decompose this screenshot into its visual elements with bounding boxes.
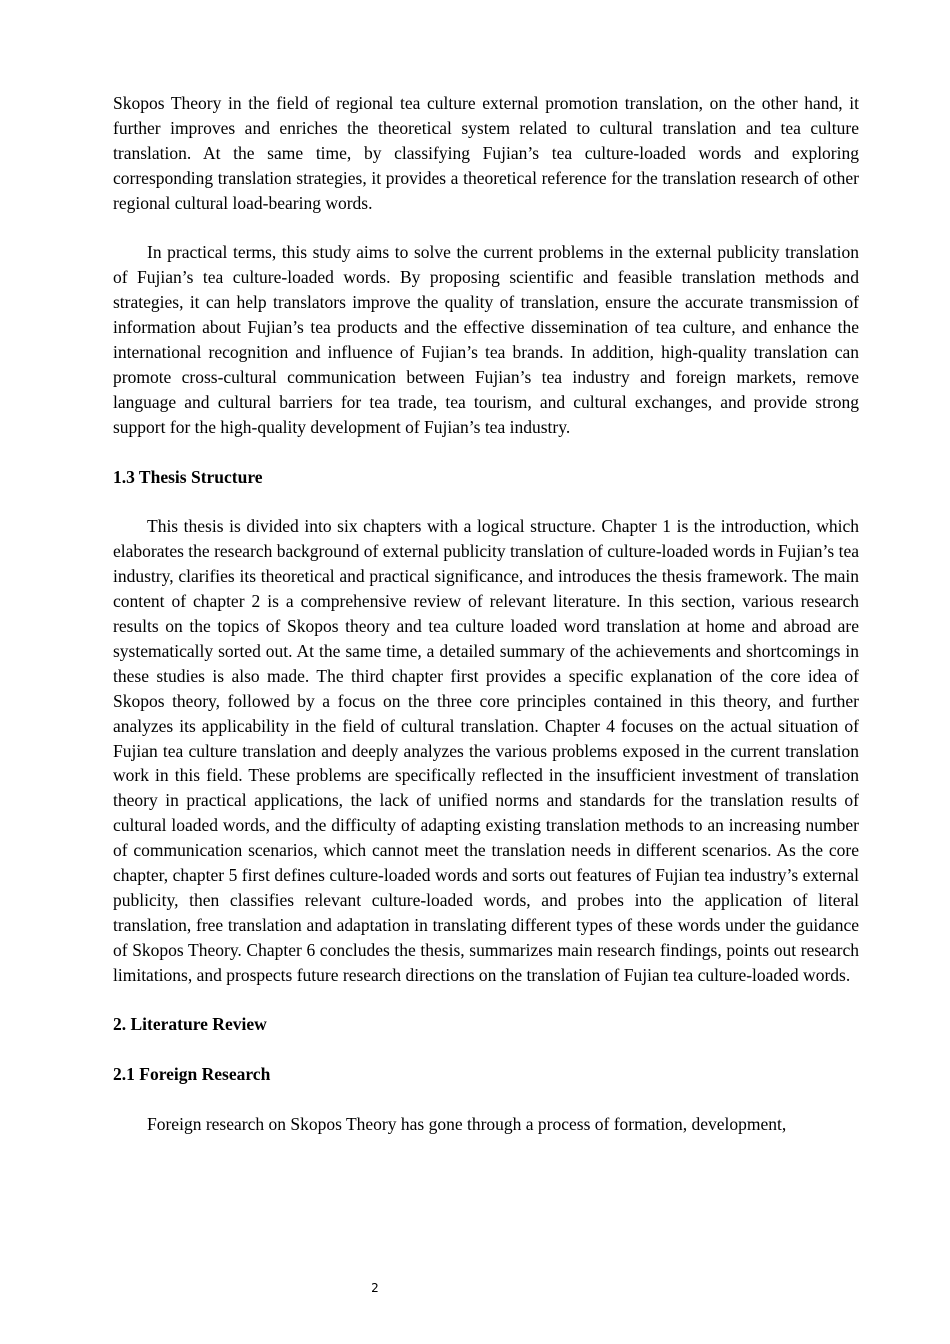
section-heading-literature-review: 2. Literature Review xyxy=(113,1014,267,1035)
page-number: 2 xyxy=(371,1281,379,1295)
document-page xyxy=(113,91,859,1137)
body-paragraph: In practical terms, this study aims to solve the current problems in the external publicity translation of Fujian’s tea culture-loaded words. By proposing scientific and feasible translation methods and strategies, it can help translators improve the quality of translation, ensure the accurate transmission of information about Fujian’s tea products and the effective dissemination of tea culture, and enhance the international recognition and influence of Fujian’s tea brands. In addition, high-quality translation can promote cross-cultural communication between Fujian’s tea industry and foreign markets, remove language and cultural barriers for tea trade, tea tourism, and cultural exchanges, and provide strong support for the high-quality development of Fujian’s tea industry. xyxy=(113,242,859,437)
body-paragraph: This thesis is divided into six chapters with a logical structure. Chapter 1 is the introduction, which elaborates the research background of external publicity translation of culture-loaded words in Fujian’s tea industry, clarifies its theoretical and practical significance, and introduces the thesis framework. The main content of chapter 2 is a comprehensive review of relevant literature. In this section, various research results on the topics of Skopos theory and tea culture loaded word translation at home and abroad are systematically sorted out. At the same time, a detailed summary of the achievements and shortcomings in these studies is also made. The third chapter first provides a specific explanation of the core idea of Skopos theory, followed by a focus on the three core principles contained in this theory, and further analyzes its applicability in the field of cultural translation. Chapter 4 focuses on the actual situation of Fujian tea culture translation and deeply analyzes the various problems exposed in the current translation work in this field. These problems are specifically reflected in the insufficient investment of translation theory in practical applications, the lack of unified norms and standards for the translation results of cultural loaded words, and the difficulty of adapting existing translation methods to an increasing number of communication scenarios, which cannot meet the translation needs in different scenarios. As the core chapter, chapter 5 first defines culture-loaded words and sorts out features of Fujian tea industry’s external publicity, then classifies relevant culture-loaded words, and probes into the application of literal translation, free translation and adaptation in translating different types of these words under the guidance of Skopos Theory. Chapter 6 concludes the thesis, summarizes main research findings, points out research limitations, and prospects future research directions on the translation of Fujian tea culture-loaded words. xyxy=(113,516,859,985)
body-paragraph: Skopos Theory in the field of regional tea culture external promotion translation, on the other hand, it further improves and enriches the theoretical system related to cultural translation and tea culture translation. At the same time, by classifying Fujian’s tea culture-loaded words and exploring corresponding translation strategies, it provides a theoretical reference for the translation research of other regional cultural load-bearing words. xyxy=(113,93,859,213)
section-heading-foreign-research: 2.1 Foreign Research xyxy=(113,1064,271,1085)
body-paragraph: Foreign research on Skopos Theory has gone through a process of formation, development, xyxy=(147,1114,787,1135)
section-heading-thesis-structure: 1.3 Thesis Structure xyxy=(113,466,263,487)
